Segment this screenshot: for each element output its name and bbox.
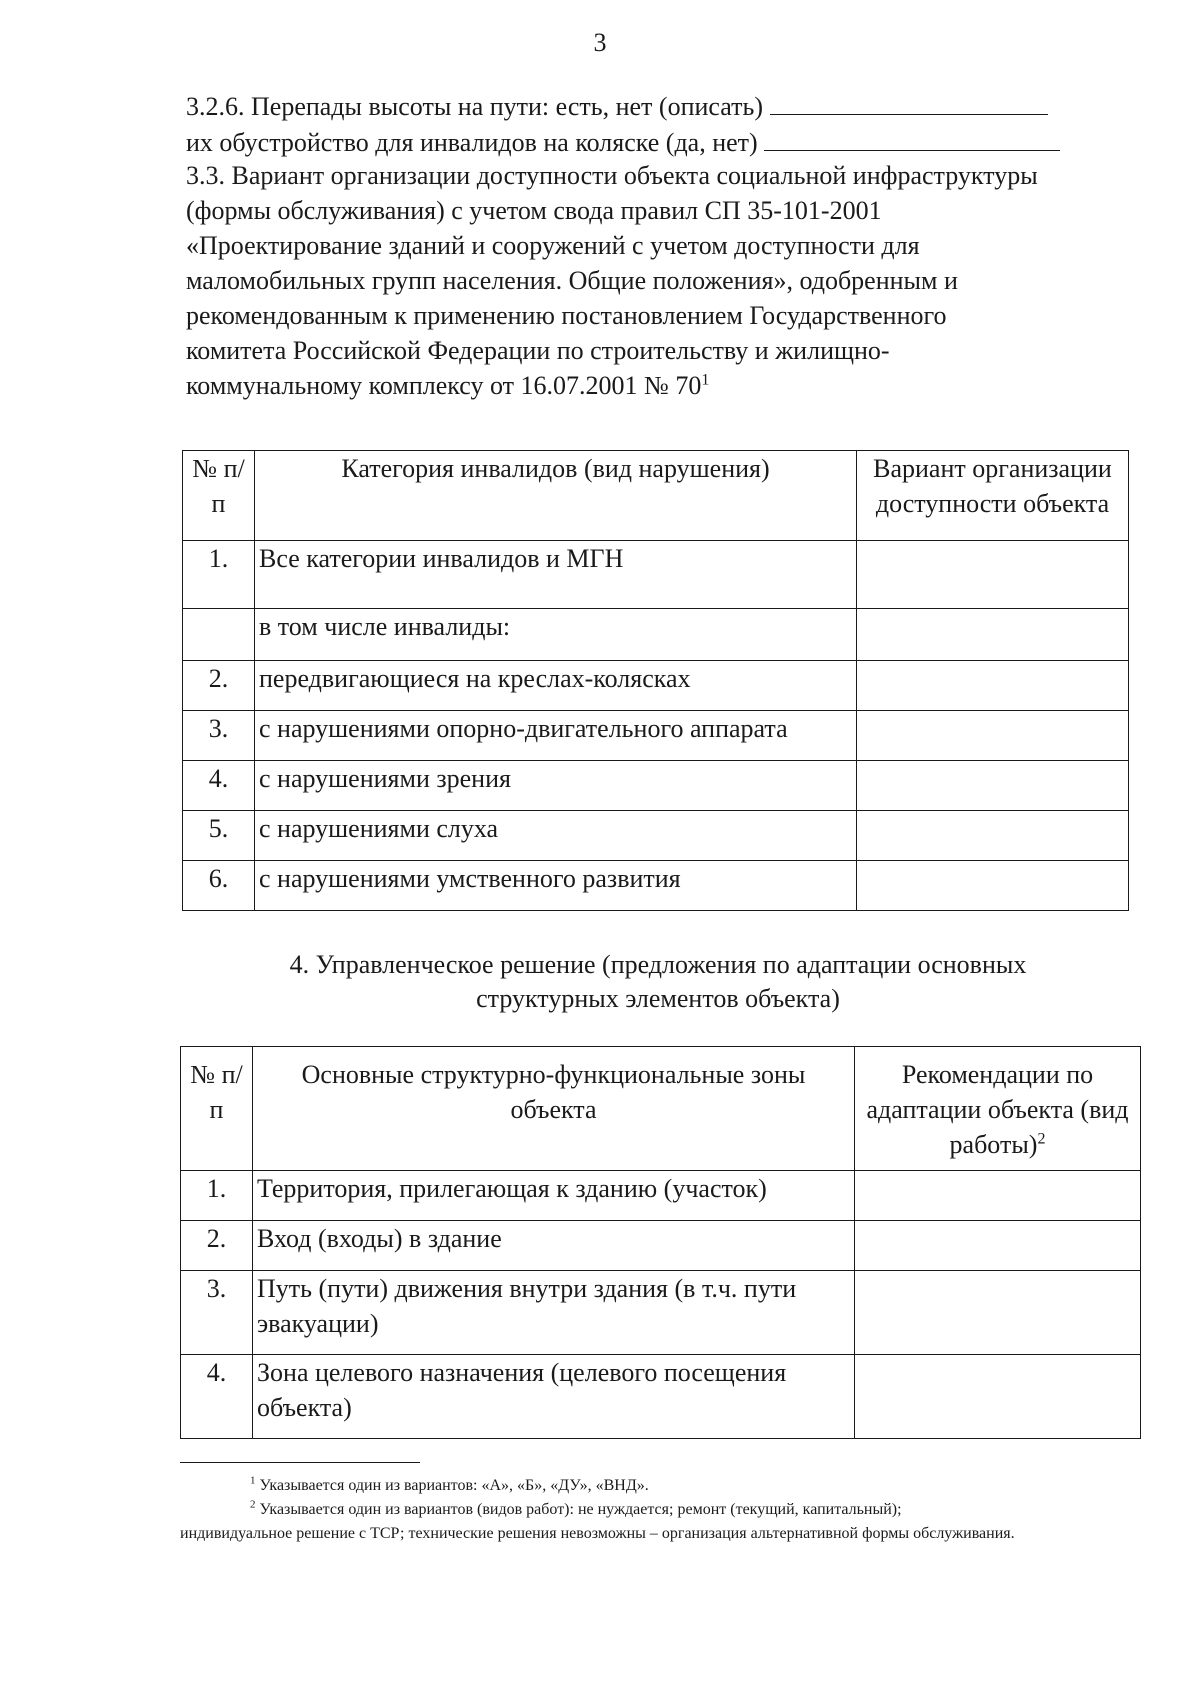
- row-number: 6.: [183, 861, 255, 911]
- row-category: с нарушениями слуха: [255, 811, 857, 861]
- row-number: [183, 609, 255, 661]
- row-number: 1.: [183, 541, 255, 609]
- row-zone: Вход (входы) в здание: [253, 1221, 855, 1271]
- table-row: [183, 761, 1129, 811]
- row-category: с нарушениями опорно-двигательного аппарата: [255, 711, 857, 761]
- row-variant-cell: [857, 541, 1129, 609]
- footnote-separator: [180, 1462, 420, 1463]
- section-4-heading: [186, 948, 1130, 1016]
- section-3-3-paragraph: [186, 158, 1130, 403]
- row-number: 2.: [181, 1221, 253, 1271]
- elevation-changes-blank: [770, 88, 1048, 115]
- elevation-changes-line: [186, 88, 1130, 124]
- footnote-2-continuation: индивидуальное решение с ТСР; технические решения невозможны – организация альтернативной формы обслуживания.: [180, 1525, 1015, 1542]
- row-recommendation-cell: [855, 1221, 1141, 1271]
- table-row: [181, 1271, 1141, 1355]
- row-number: 4.: [183, 761, 255, 811]
- wheelchair-arrangement-blank: [764, 124, 1060, 151]
- row-variant-cell: [857, 661, 1129, 711]
- footnote-2-mark: 2: [250, 1498, 256, 1511]
- table-row: [181, 1355, 1141, 1439]
- row-zone: Территория, прилегающая к зданию (участок): [253, 1171, 855, 1221]
- section-4-heading-line-2: структурных элементов объекта): [476, 984, 840, 1013]
- row-variant-cell: [857, 761, 1129, 811]
- paragraph-line-2: (формы обслуживания) с учетом свода правил СП 35-101-2001: [186, 196, 882, 225]
- row-number: 1.: [181, 1171, 253, 1221]
- table-row: [183, 541, 1129, 609]
- table-row: [183, 609, 1129, 661]
- table-row: [183, 811, 1129, 861]
- table-row: [183, 861, 1129, 911]
- footnote-ref-2: 2: [1037, 1130, 1046, 1148]
- disability-category-table: [182, 450, 1129, 911]
- row-variant-cell: [857, 861, 1129, 911]
- row-zone: Зона целевого назначения (целевого посещения объекта): [253, 1355, 855, 1439]
- row-number: 3.: [183, 711, 255, 761]
- table2-header-zones: Основные структурно-функциональные зоны объекта: [253, 1047, 855, 1171]
- footnotes: [180, 1474, 1140, 1546]
- paragraph-line-7: [186, 368, 1130, 403]
- table-row: [183, 711, 1129, 761]
- row-category: с нарушениями умственного развития: [255, 861, 857, 911]
- page-number: 3: [593, 28, 607, 57]
- row-number: 3.: [181, 1271, 253, 1355]
- wheelchair-arrangement-line: [186, 124, 1130, 160]
- elevation-changes-label: 3.2.6. Перепады высоты на пути: есть, нет (описать): [186, 92, 764, 121]
- table2-header-recommendations-cell: [855, 1047, 1141, 1171]
- row-recommendation-cell: [855, 1171, 1141, 1221]
- row-recommendation-cell: [855, 1355, 1141, 1439]
- table-row: [181, 1171, 1141, 1221]
- row-recommendation-cell: [855, 1271, 1141, 1355]
- footnote-2-first-line: [180, 1498, 1140, 1522]
- row-number: 4.: [181, 1355, 253, 1439]
- paragraph-line-6: комитета Российской Федерации по строительству и жилищно-: [186, 336, 890, 365]
- table2-header-recommendations: Рекомендации по адаптации объекта (вид работы): [866, 1060, 1129, 1159]
- footnote-1: [180, 1474, 1140, 1498]
- row-category: передвигающиеся на креслах-колясках: [255, 661, 857, 711]
- table2-header-row: [181, 1047, 1141, 1171]
- paragraph-line-1: 3.3. Вариант организации доступности объекта социальной инфраструктуры: [186, 161, 1038, 190]
- row-number: 5.: [183, 811, 255, 861]
- footnote-ref-1: 1: [701, 371, 710, 389]
- footnote-1-text: Указывается один из вариантов: «А», «Б», «ДУ», «ВНД».: [259, 1477, 649, 1494]
- paragraph-line-5: рекомендованным к применению постановлением Государственного: [186, 301, 947, 330]
- section-3-2-6: [186, 88, 1130, 160]
- paragraph-last-line: коммунальному комплексу от 16.07.2001 № 70: [186, 371, 702, 400]
- footnote-2-text: Указывается один из вариантов (видов работ): не нуждается; ремонт (текущий, капитальный);: [259, 1501, 902, 1518]
- section-4-heading-line-1: 4. Управленческое решение (предложения по адаптации основных: [289, 950, 1027, 979]
- row-category: в том числе инвалиды:: [255, 609, 857, 661]
- row-variant-cell: [857, 711, 1129, 761]
- table1-header-category: Категория инвалидов (вид нарушения): [255, 451, 857, 541]
- row-variant-cell: [857, 609, 1129, 661]
- paragraph-line-3: «Проектирование зданий и сооружений с учетом доступности для: [186, 231, 920, 260]
- row-zone: Путь (пути) движения внутри здания (в т.ч. пути эвакуации): [253, 1271, 855, 1355]
- wheelchair-arrangement-label: их обустройство для инвалидов на коляске (да, нет): [186, 128, 758, 157]
- table-row: [181, 1221, 1141, 1271]
- table2-header-num: № п/п: [181, 1047, 253, 1171]
- row-category: Все категории инвалидов и МГН: [255, 541, 857, 609]
- row-number: 2.: [183, 661, 255, 711]
- management-decision-table: [180, 1046, 1141, 1439]
- table1-header-row: [183, 451, 1129, 541]
- row-category: с нарушениями зрения: [255, 761, 857, 811]
- table1-header-num: № п/п: [183, 451, 255, 541]
- row-variant-cell: [857, 811, 1129, 861]
- table1-header-variant: Вариант организации доступности объекта: [857, 451, 1129, 541]
- paragraph-line-4: маломобильных групп населения. Общие положения», одобренным и: [186, 266, 958, 295]
- footnote-1-mark: 1: [250, 1474, 256, 1487]
- table-row: [183, 661, 1129, 711]
